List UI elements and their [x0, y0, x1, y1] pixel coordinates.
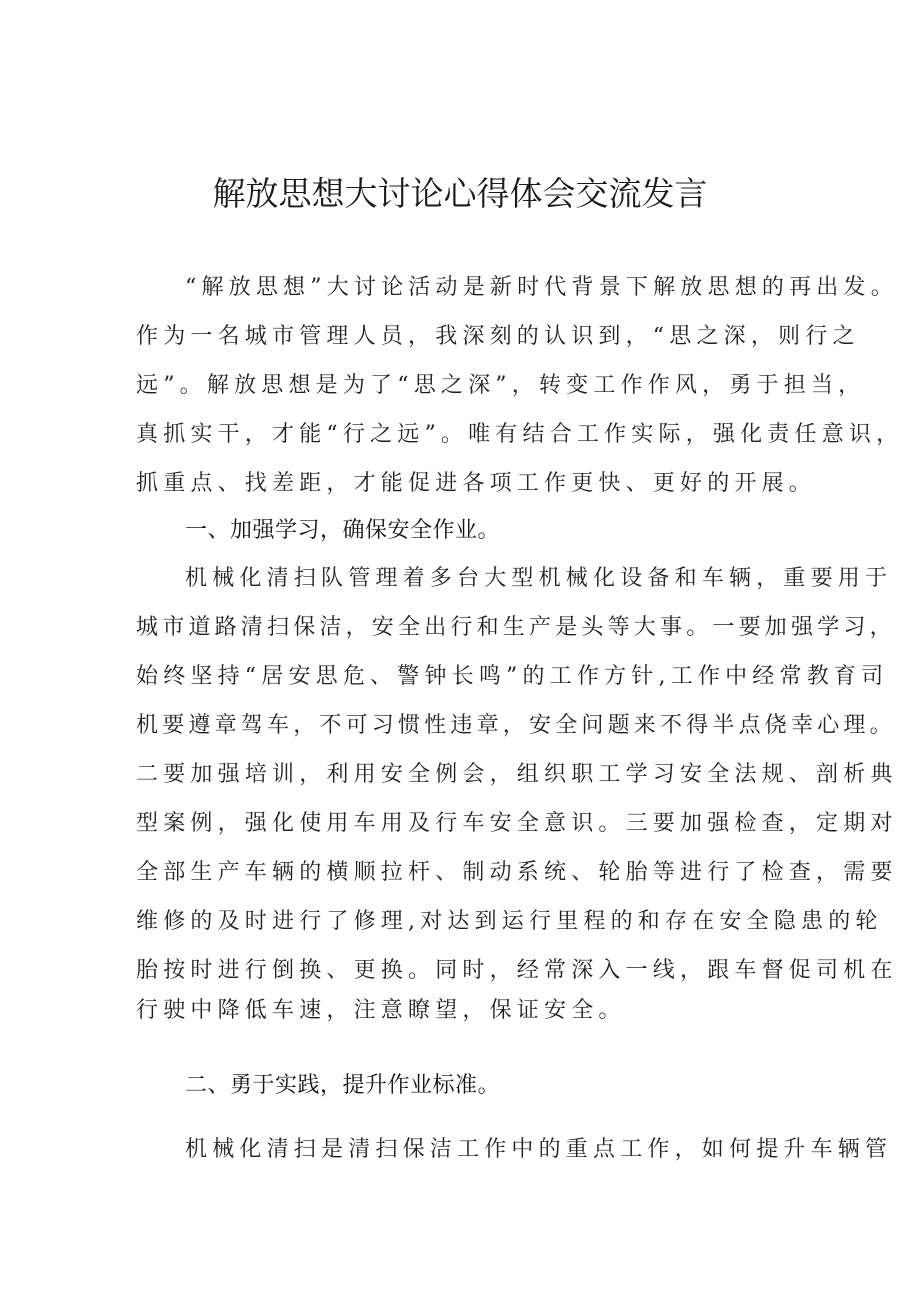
intro-line-4: 真抓实干，才能“行之远”。唯有结合工作实际，强化责任意识， [136, 422, 904, 447]
section-heading-2: 二、勇于实践，提升作业标准。 [185, 1073, 501, 1098]
intro-line-5: 抓重点、找差距，才能促进各项工作更快、更好的开展。 [136, 471, 817, 496]
document-title: 解放思想大讨论心得体会交流发言 [212, 174, 708, 213]
intro-line-1: “解放思想”大讨论活动是新时代背景下解放思想的再出发。 [185, 275, 898, 300]
section-heading-1: 一、加强学习，确保安全作业。 [185, 518, 501, 543]
section1-line-9: 胎按时进行倒换、更换。同时，经常深入一线，跟车督促司机在 [136, 958, 898, 983]
section1-line-8: 维修的及时进行了修理,对达到运行里程的和存在安全隐患的轮 [136, 909, 883, 934]
section2-line-1: 机械化清扫是清扫保洁工作中的重点工作，如何提升车辆管 [185, 1137, 893, 1162]
intro-line-3: 远”。解放思想是为了“思之深”，转变工作作风，勇于担当， [136, 373, 866, 398]
section1-line-4: 机要遵章驾车，不可习惯性违章，安全问题来不得半点侥幸心理。 [136, 713, 896, 738]
section1-line-2: 城市道路清扫保洁，安全出行和生产是头等大事。一要加强学习， [136, 615, 896, 640]
section1-line-6: 型案例，强化使用车用及行车安全意识。三要加强检查，定期对 [136, 811, 898, 836]
intro-line-2: 作为一名城市管理人员，我深刻的认识到，“思之深，则行之 [136, 324, 860, 349]
section1-line-7: 全部生产车辆的横顺拉杆、制动系统、轮胎等进行了检查，需要 [136, 860, 898, 885]
section1-line-3: 始终坚持“居安思危、警钟长鸣”的工作方针,工作中经常教育司 [136, 664, 889, 689]
section1-line-10: 行驶中降低车速，注意瞭望，保证安全。 [136, 998, 626, 1023]
section1-line-5: 二要加强培训，利用安全例会，组织职工学习安全法规、剖析典 [136, 762, 898, 787]
section1-line-1: 机械化清扫队管理着多台大型机械化设备和车辆，重要用于 [185, 566, 893, 591]
